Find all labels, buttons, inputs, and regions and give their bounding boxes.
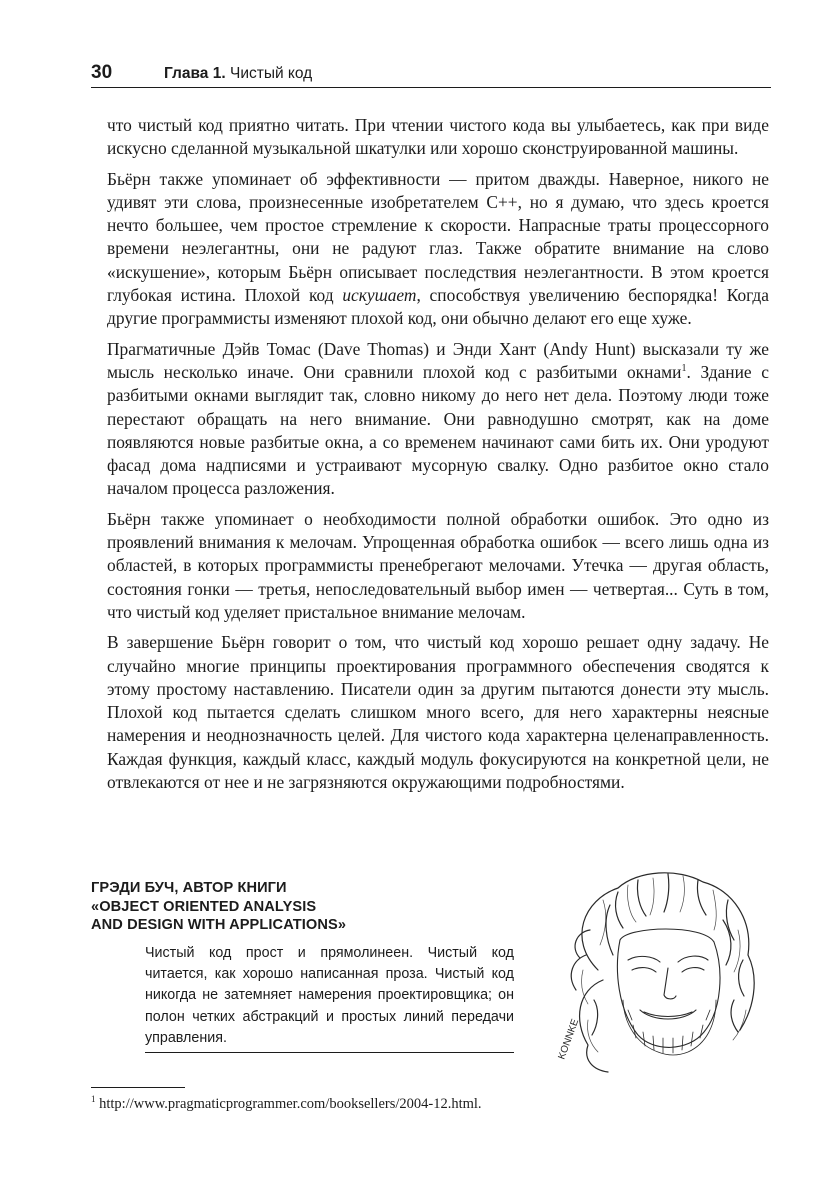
chapter-label: Глава 1.	[164, 65, 226, 82]
chapter-heading	[164, 65, 312, 83]
main-text	[107, 114, 769, 801]
quote-rule	[145, 1052, 514, 1053]
quote-title-line-3: AND DESIGN WITH APPLICATIONS»	[91, 917, 347, 933]
header-rule	[91, 87, 771, 88]
running-header	[91, 62, 771, 88]
quote-title-line-1: ГРЭДИ БУЧ, АВТОР КНИГИ	[91, 880, 287, 896]
face-sketch	[617, 929, 720, 1047]
portrait-illustration	[528, 860, 778, 1085]
footnote-ref[interactable]: 1	[681, 363, 687, 375]
footnote	[91, 1095, 482, 1113]
paragraph-4: Бьёрн также упоминает о необходимости полной обработки ошибок. Это одно из проявлений внимания к мелочам. Упрощенная обработка ошибок — всего лишь одна из областей, в которых программисты пренебрегают мелочами. Утечка — другая область, состояния гонки — третья, непоследовательный выбор имен — четвертая... Суть в том, что чистый код уделяет пристальное внимание мелочам.	[107, 508, 769, 622]
paragraph-3-part-b: . Здание с разбитыми окнами выглядит так, словно никому до него нет дела. Поэтому люди тоже перестают обращать на него внимание. Они равнодушно смотрят, как на доме появляются новые разбитые окна, а со временем начинают сами бить их. Они уродуют фасад дома надписями и устраивают мусорную свалку. Одно разбитое окно стало началом процесса разложения.	[107, 361, 769, 499]
paragraph-2-part-a: Бьёрн также упоминает об эффективности — притом дважды. Наверное, никого не удивят эти слова, произнесенные изобретателем C++, но я думаю, что здесь кроется нечто большее, чем простое стремление к скорости. Напрасные траты процессорного времени неэлегантны, они не радуют глаз. Также обратите внимание на слово «искушение», которым Бьёрн описывает последствия неэлегантности. В этом кроется глубокая истина. Плохой код	[107, 168, 769, 306]
quote-text: Чистый код прост и прямолинеен. Чистый код читается, как хорошо написанная проза. Чистый код никогда не затемняет намерения проектировщика; он полон четких абстракций и простых линий передачи управления.	[145, 945, 514, 1046]
hair-strands	[582, 876, 746, 1052]
paragraph-2	[107, 168, 769, 331]
emphasis-tempts: искушает	[342, 285, 417, 306]
paragraph-3-part-a: Прагматичные Дэйв Томас (Dave Thomas) и Энди Хант (Andy Hunt) высказали ту же мысль несколько иначе. Они сравнили плохой код с разбитыми окнами	[107, 338, 769, 382]
footnote-rule	[91, 1087, 185, 1088]
footnote-link[interactable]: http://www.pragmaticprogrammer.com/booksellers/2004-12.html.	[99, 1096, 482, 1112]
paragraph-2-part-b: , способствуя увеличению беспорядка! Когда другие программисты изменяют плохой код, они обычно делают его еще хуже.	[107, 285, 769, 329]
quote-attribution	[91, 879, 411, 935]
quote-title-line-2: «OBJECT ORIENTED ANALYSIS	[91, 898, 317, 915]
page-number: 30	[91, 62, 113, 83]
chapter-title: Чистый код	[229, 65, 313, 82]
beard-sketch	[623, 1000, 716, 1055]
paragraph-5: В завершение Бьёрн говорит о том, что чистый код хорошо решает одну задачу. Не случайно многие принципы проектирования программного обеспечения сводятся к этому простому наставлению. Писатели один за другим пытаются донести эту мысль. Плохой код пытается сделать слишком много всего, для него характерны неясные намерения и неоднозначность целей. Для чистого кода характерна целенаправленность. Каждая функция, каждый класс, каждый модуль фокусируются на конкретной цели, не отвлекаются от нее и не загрязняются окружающими подробностями.	[107, 632, 769, 793]
footnote-marker: 1	[91, 1094, 96, 1105]
paragraph-3	[107, 338, 769, 501]
illustration-signature: KONNKE	[556, 1017, 582, 1062]
paragraph-1: что чистый код приятно читать. При чтении чистого кода вы улыбаетесь, как при виде искусно сделанной музыкальной шкатулки или хорошо сконструированной машины.	[107, 115, 769, 159]
